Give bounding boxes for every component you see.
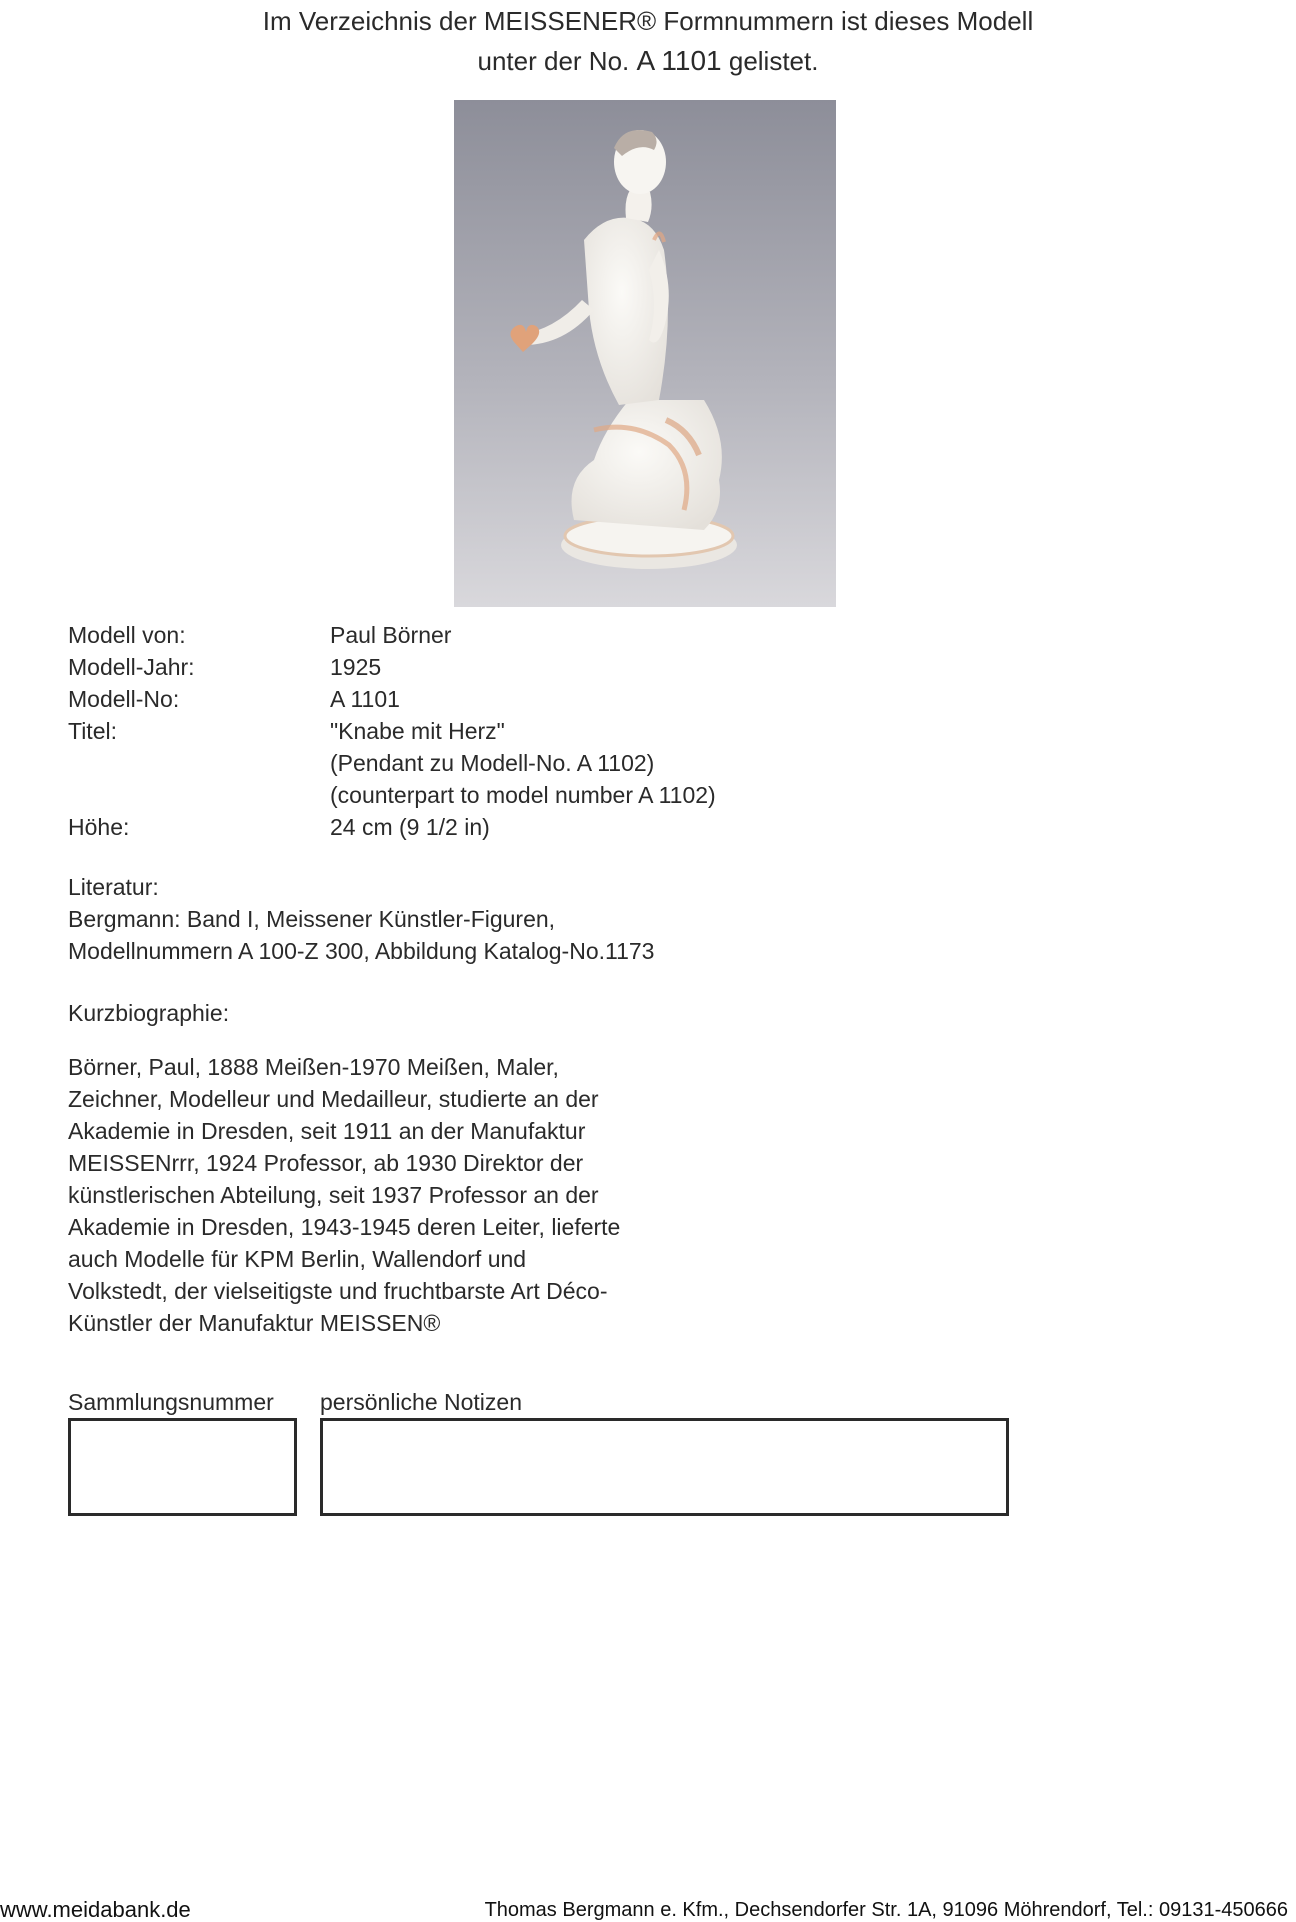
titel-values xyxy=(330,715,968,811)
jahr-label: Modell-Jahr: xyxy=(68,654,195,680)
porcelain-figurine-icon xyxy=(454,100,836,607)
detail-row-hoehe xyxy=(68,811,968,843)
bio-line: Zeichner, Modelleur und Medailleur, studierte an der xyxy=(68,1086,599,1112)
header-suffix: gelistet. xyxy=(728,46,819,76)
bio-line: Volkstedt, der vielseitigste und fruchtbarste Art Déco- xyxy=(68,1278,608,1304)
kurzbiographie-label: Kurzbiographie: xyxy=(68,1000,230,1026)
header-model-number: A 1101 xyxy=(636,45,722,76)
no-value: A 1101 xyxy=(330,686,400,712)
modell-von-value: Paul Börner xyxy=(330,622,452,648)
bio-line: Börner, Paul, 1888 Meißen-1970 Meißen, Maler, xyxy=(68,1054,559,1080)
literatur-section xyxy=(68,871,654,967)
detail-row-no xyxy=(68,683,968,715)
notizen-field[interactable] xyxy=(320,1418,1009,1516)
header-line-1: Im Verzeichnis der MEISSENER® Formnummern ist dieses Modell xyxy=(262,6,1034,36)
header-line-2 xyxy=(0,41,1296,81)
detail-row-modell-von xyxy=(68,619,968,651)
titel-value: "Knabe mit Herz" xyxy=(330,718,505,744)
bio-line: Akademie in Dresden, 1943-1945 deren Leiter, lieferte xyxy=(68,1214,621,1240)
no-label: Modell-No: xyxy=(68,686,180,712)
sammlungsnummer-label: Sammlungsnummer xyxy=(68,1389,274,1415)
bio-line: auch Modelle für KPM Berlin, Wallendorf und xyxy=(68,1246,527,1272)
pendant-de: (Pendant zu Modell-No. A 1102) xyxy=(330,750,655,776)
page-header xyxy=(0,2,1296,81)
detail-row-titel xyxy=(68,715,968,811)
model-details xyxy=(68,619,968,843)
header-prefix: unter der No. xyxy=(477,46,630,76)
footer-website[interactable]: www.meidabank.de xyxy=(0,1897,191,1922)
sammlungsnummer-field[interactable] xyxy=(68,1418,297,1516)
literatur-line-2: Modellnummern A 100-Z 300, Abbildung Katalog-No.1173 xyxy=(68,938,655,964)
bio-line: Künstler der Manufaktur MEISSEN® xyxy=(68,1310,441,1336)
footer-address: Thomas Bergmann e. Kfm., Dechsendorfer Str. 1A, 91096 Möhrendorf, Tel.: 09131-450666 xyxy=(484,1899,1288,1921)
titel-label: Titel: xyxy=(68,718,117,744)
bio-line: künstlerischen Abteilung, seit 1937 Professor an der xyxy=(68,1182,599,1208)
jahr-value: 1925 xyxy=(330,654,382,680)
hoehe-label: Höhe: xyxy=(68,814,130,840)
modell-von-label: Modell von: xyxy=(68,622,186,648)
notizen-label: persönliche Notizen xyxy=(320,1389,523,1415)
kurzbiographie-text xyxy=(68,1051,668,1339)
figurine-photo xyxy=(454,100,836,607)
detail-row-jahr xyxy=(68,651,968,683)
literatur-label: Literatur: xyxy=(68,874,159,900)
hoehe-value: 24 cm (9 1/2 in) xyxy=(330,814,490,840)
pendant-en: (counterpart to model number A 1102) xyxy=(330,782,716,808)
literatur-line-1: Bergmann: Band I, Meissener Künstler-Figuren, xyxy=(68,906,556,932)
bio-line: MEISSENrrr, 1924 Professor, ab 1930 Direktor der xyxy=(68,1150,584,1176)
bio-line: Akademie in Dresden, seit 1911 an der Manufaktur xyxy=(68,1118,586,1144)
